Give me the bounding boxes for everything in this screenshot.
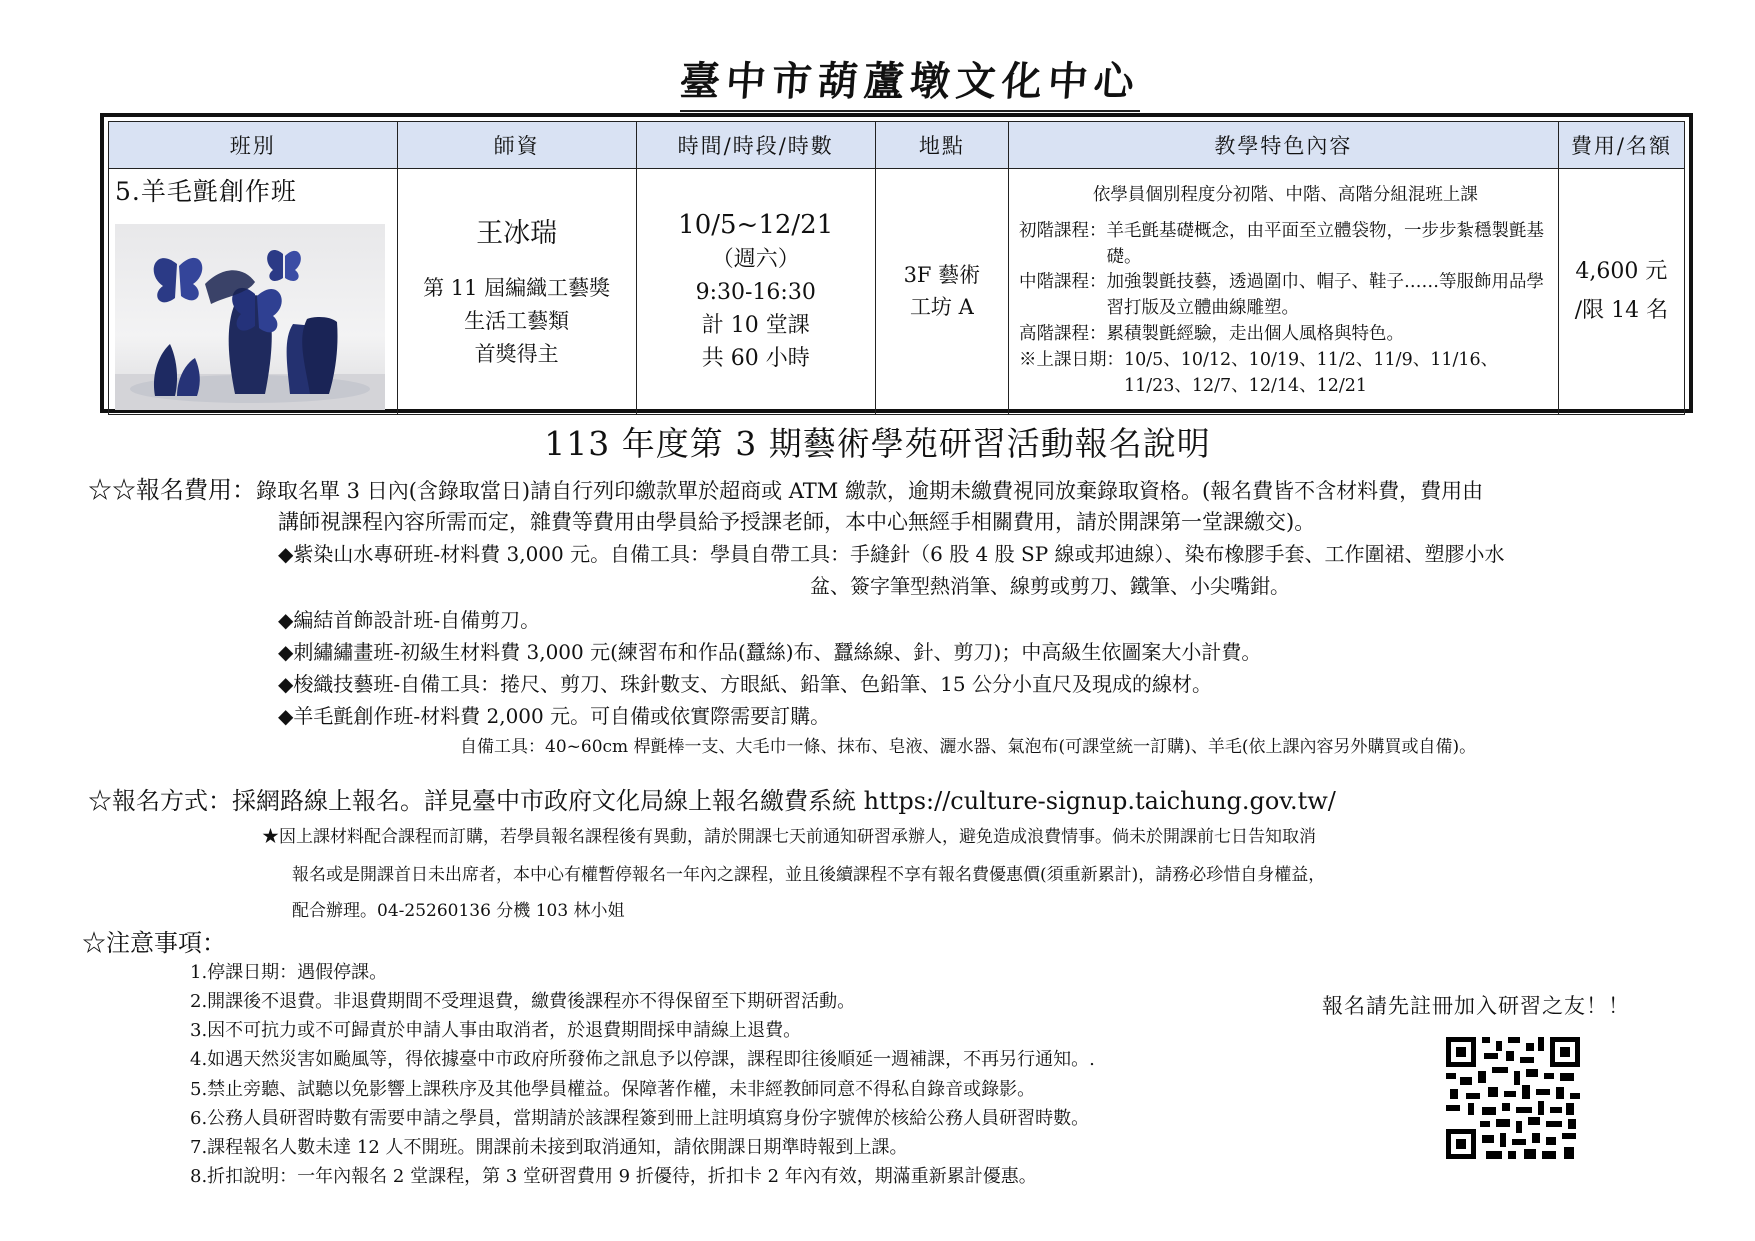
content-item-label: 初階課程：: [1018, 220, 1107, 241]
header-time: 時間/時段/時數: [636, 122, 875, 169]
qr-code-icon[interactable]: [1446, 1037, 1580, 1159]
header-class: 班別: [109, 122, 398, 169]
table-row: [109, 169, 1685, 415]
center-logo: 臺中市葫蘆墩文化中心: [678, 59, 1142, 105]
signup-section: [88, 783, 1336, 820]
fee-section-line2: 講師視課程內容所需而定，雜費等費用由學員給予授課老師，本中心無經手相關費用，請於開課第一堂課繳交)。: [278, 510, 1316, 534]
teacher-cell: [397, 169, 636, 415]
header-content: 教學特色內容: [1008, 122, 1558, 169]
fee-cell: [1558, 169, 1684, 415]
teacher-award-1: 第 11 屆編織工藝獎: [423, 276, 611, 301]
notes-list: [190, 958, 1095, 1191]
class-name: 5.羊毛氈創作班: [115, 177, 297, 206]
content-item-text: 10/5、10/12、10/19、11/2、11/9、11/16、11/23、12/7、12/14、12/21: [1123, 350, 1499, 397]
content-item-label: 中階課程：: [1018, 272, 1107, 293]
fee-section-line1: [88, 472, 1728, 509]
signup-text: 採網路線上報名。詳見臺中市政府文化局線上報名繳費系統 https://culture-signup.taichung.gov.tw/: [232, 787, 1336, 815]
teacher-award-3: 首獎得主: [474, 341, 559, 366]
content-item: [1019, 348, 1552, 400]
content-item: [1019, 270, 1552, 322]
content-item-label: 高階課程：: [1018, 324, 1107, 345]
content-cell: [1008, 169, 1558, 415]
content-item-text: 累積製氈經驗，走出個人風格與特色。: [1106, 324, 1404, 345]
logo-underline: [680, 110, 1140, 112]
teacher-award-2: 生活工藝類: [464, 309, 570, 334]
qr-register-text: 報名請先註冊加入研習之友！！: [1322, 994, 1630, 1018]
location-line-2: 工坊 A: [909, 295, 974, 320]
list-item: 3.因不可抗力或不可歸責於申請人事由取消者，於退費期間採申請線上退費。: [190, 1020, 802, 1042]
weekday: （週六）: [711, 246, 800, 272]
blue-felt-butterfly-artwork-icon: [115, 224, 385, 410]
signup-note-3: 配合辦理。04-25260136 分機 103 林小姐: [292, 901, 625, 921]
header-teacher: 師資: [397, 122, 636, 169]
class-hours: 9:30-16:30: [695, 279, 816, 305]
signup-note-2: 報名或是開課首日未出席者，本中心有權暫停報名一年內之課程，並且後續課程不享有報名費優惠價(須重新累計)，請務必珍惜自身權益，: [292, 865, 1326, 885]
list-item: 6.公務人員研習時數有需要申請之學員，當期請於該課程簽到冊上註明填寫身份字號俾於核給公務人員研習時數。: [190, 1107, 1090, 1129]
header-location: 地點: [875, 122, 1008, 169]
signup-note-1: ★因上課材料配合課程而訂購，若學員報名課程後有異動，請於開課七天前通知研習承辦人，避免造成浪費情事。倘未於開課前七日告知取消: [262, 827, 1316, 847]
content-item-text: 加強製氈技藝，透過圍巾、帽子、鞋子……等服飾用品學習打版及立體曲線雕塑。: [1106, 272, 1544, 319]
notes-label: ☆注意事項：: [82, 929, 226, 957]
signup-label: ☆報名方式：: [88, 787, 232, 815]
list-item: 1.停課日期：遇假停課。: [190, 962, 388, 983]
session-count: 計 10 堂課: [701, 312, 810, 338]
fee-bullet-5-tools: 自備工具：40~60cm 桿氈棒一支、大毛巾一條、抹布、皂液、灑水器、氣泡布(可課堂統一訂購)、羊毛(依上課內容另外購買或自備)。: [460, 737, 1477, 757]
page-title: 113 年度第 3 期藝術學苑研習活動報名說明: [544, 424, 1211, 463]
total-hours: 共 60 小時: [701, 345, 810, 371]
list-item: 5.禁止旁聽、試聽以免影響上課秩序及其他學員權益。保障著作權，未非經教師同意不得私自錄音或錄影。: [190, 1078, 1036, 1100]
quota: /限 14 名: [1574, 298, 1669, 324]
list-item: 2.開課後不退費。非退費期間不受理退費，繳費後課程亦不得保留至下期研習活動。: [190, 991, 856, 1013]
fee-section-text: 錄取名單 3 日內(含錄取當日)請自行列印繳款單於超商或 ATM 繳款，逾期未繳費視同放棄錄取資格。(報名費皆不含材料費，費用由: [256, 479, 1484, 503]
content-intro: 依學員個別程度分初階、中階、高階分組混班上課: [1092, 184, 1478, 205]
location-line-1: 3F 藝術: [903, 262, 981, 287]
course-table: [108, 121, 1685, 415]
time-cell: [636, 169, 875, 415]
fee-bullet-1-cont: 盆、簽字筆型熱消筆、線剪或剪刀、鐵筆、小尖嘴鉗。: [810, 574, 1290, 598]
class-cell: [109, 169, 398, 415]
fee-amount: 4,600 元: [1575, 258, 1668, 284]
content-item-label: ※上課日期：: [1018, 350, 1124, 371]
table-header-row: [109, 122, 1685, 169]
fee-bullet-3: ◆刺繡繡畫班-初級生材料費 3,000 元(練習布和作品(蠶絲)布、蠶絲線、針、剪刀)；中高級生依圖案大小計費。: [278, 640, 1262, 664]
teacher-name: 王冰瑞: [476, 217, 558, 249]
course-table-frame: [100, 113, 1693, 413]
fee-bullet-2: ◆編結首飾設計班-自備剪刀。: [278, 608, 541, 632]
header-fee: 費用/名額: [1558, 122, 1684, 169]
list-item: 4.如遇天然災害如颱風等，得依據臺中市政府所發佈之訊息予以停課，課程即往後順延一週補課，不再另行通知。.: [190, 1049, 1095, 1071]
fee-bullet-1: ◆紫染山水專研班-材料費 3,000 元。自備工具：學員自帶工具：手縫針（6 股 4 股 SP 線或邦迪線）、染布橡膠手套、工作圍裙、塑膠小水: [278, 542, 1505, 566]
content-item-text: 羊毛氈基礎概念，由平面至立體袋物，一步步紮穩製氈基礎。: [1106, 220, 1544, 267]
location-cell: [875, 169, 1008, 415]
content-item: [1019, 219, 1552, 271]
fee-bullet-5: ◆羊毛氈創作班-材料費 2,000 元。可自備或依實際需要訂購。: [278, 704, 831, 728]
content-item: [1019, 322, 1552, 348]
date-range: 10/5~12/21: [678, 209, 834, 240]
fee-section-label: ☆☆報名費用：: [88, 476, 256, 504]
list-item: 8.折扣說明：一年內報名 2 堂課程，第 3 堂研習費用 9 折優待，折扣卡 2 年內有效，期滿重新累計優惠。: [190, 1166, 1037, 1188]
list-item: 7.課程報名人數未達 12 人不開班。開課前未接到取消通知，請依開課日期準時報到上課。: [190, 1136, 908, 1158]
fee-bullet-4: ◆梭織技藝班-自備工具：捲尺、剪刀、珠針數支、方眼紙、鉛筆、色鉛筆、15 公分小直尺及現成的線材。: [278, 672, 1212, 696]
